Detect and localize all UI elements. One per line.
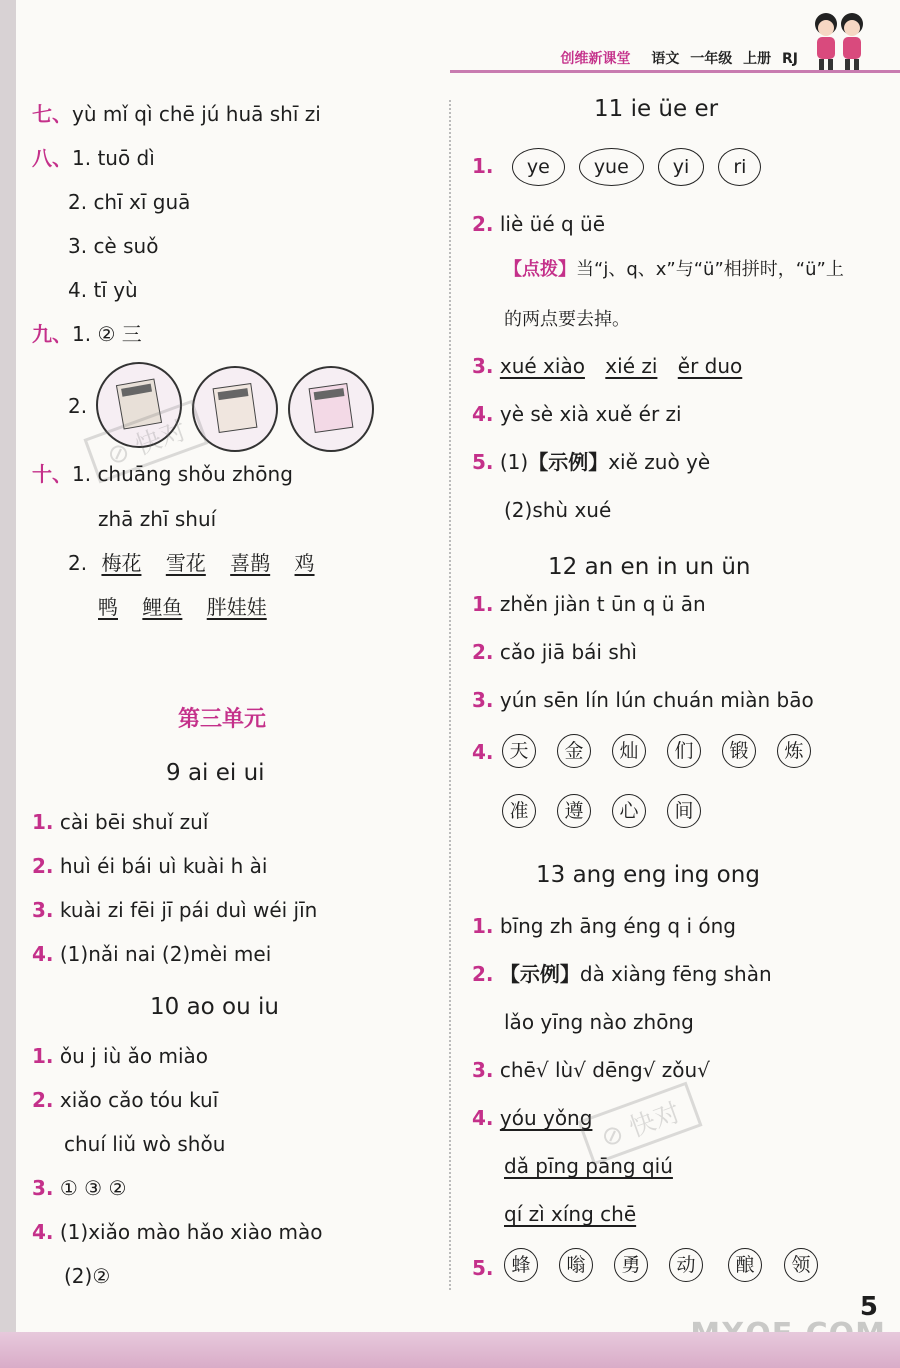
lesson13-q4 bbox=[472, 1104, 592, 1132]
word: 鸡 bbox=[294, 551, 315, 575]
item-text: xiǎo cǎo tóu kuī bbox=[59, 1088, 219, 1112]
lesson10-item-4b: (2)② bbox=[64, 1264, 111, 1288]
tip-tag: 【点拨】 bbox=[504, 259, 576, 280]
lesson11-title: 11 ie üe er bbox=[594, 96, 719, 122]
tip-text: 当“j、q、x”与“ü”相拼时，“ü”上 bbox=[576, 259, 844, 280]
lesson13-q2b: lǎo yīng nào zhōng bbox=[504, 1010, 694, 1034]
lesson9-item-1 bbox=[32, 808, 208, 836]
item-text: huì éi bái uì kuài h ài bbox=[59, 854, 268, 878]
watermark-stamp-right: ⊘ 快对 bbox=[577, 1082, 702, 1166]
column-divider bbox=[449, 100, 451, 1290]
example-tag: 【示例】 bbox=[499, 962, 580, 986]
q8-line-4: 4. tī yù bbox=[68, 278, 138, 302]
answer-oval: yi bbox=[658, 148, 705, 186]
lesson11-q4 bbox=[472, 400, 682, 428]
item-num: 3. bbox=[32, 1176, 54, 1200]
word: 梅花 bbox=[101, 551, 142, 575]
header-rule bbox=[450, 70, 900, 73]
item-num: 2. bbox=[472, 962, 494, 986]
page-header bbox=[380, 0, 900, 84]
lesson10-title: 10 ao ou iu bbox=[150, 994, 279, 1020]
watermark-stamp-left: ⊘ 快对 bbox=[83, 400, 208, 484]
page-number: 5 bbox=[859, 1292, 878, 1322]
q10-mark: 十、 bbox=[32, 462, 72, 486]
mascot-kids-icon bbox=[808, 6, 870, 72]
q10-line-1 bbox=[32, 460, 293, 488]
answer-oval: ye bbox=[512, 148, 565, 186]
grade: 一年级 bbox=[690, 51, 733, 67]
item-text: (1)xiǎo mào hǎo xiào mào bbox=[59, 1220, 323, 1244]
tip-line-1 bbox=[504, 256, 844, 284]
item-num: 2. bbox=[472, 212, 494, 236]
lesson11-q3 bbox=[472, 352, 742, 380]
item-num: 4. bbox=[472, 740, 494, 764]
answer-phrase: dǎ pīng pāng qiú bbox=[504, 1154, 673, 1178]
q7-line bbox=[32, 100, 321, 128]
circled-char: 勇 bbox=[614, 1248, 648, 1282]
q9-mark: 九、 bbox=[32, 322, 72, 346]
item-text: liè üé q üē bbox=[499, 212, 606, 236]
q9-answer: 1. ② 三 bbox=[72, 322, 142, 346]
tip-line-2: 的两点要去掉。 bbox=[504, 309, 630, 330]
q7-text: yù mǐ qì chē jú huā shī zi bbox=[72, 102, 321, 126]
item-num: 4. bbox=[472, 1106, 494, 1130]
lesson13-q3 bbox=[472, 1056, 710, 1084]
item-num: 2. bbox=[32, 1088, 54, 1112]
lesson11-q5b: (2)shù xué bbox=[504, 498, 612, 522]
item-text: chē√ lù√ dēng√ zǒu√ bbox=[499, 1058, 710, 1082]
item-text: ① ③ ② bbox=[59, 1176, 127, 1200]
item-num: 2. bbox=[472, 640, 494, 664]
item-text: (1) bbox=[499, 450, 529, 474]
item-text: kuài zi fēi jī pái duì wéi jīn bbox=[59, 898, 318, 922]
circled-char: 灿 bbox=[612, 734, 646, 768]
q10-line-2: zhā zhī shuí bbox=[98, 507, 217, 531]
lesson10-item-1 bbox=[32, 1042, 208, 1070]
lesson9-title: 9 ai ei ui bbox=[166, 760, 265, 786]
circled-char: 们 bbox=[667, 734, 701, 768]
item-num: 1. bbox=[472, 154, 494, 178]
lesson11-q5 bbox=[472, 448, 710, 476]
circled-char: 蜂 bbox=[504, 1248, 538, 1282]
item-text: bīng zh āng éng q i óng bbox=[499, 914, 736, 938]
lesson13-q1 bbox=[472, 912, 736, 940]
item-num: 3. bbox=[472, 688, 494, 712]
lesson12-title: 12 an en in un ün bbox=[548, 554, 751, 580]
item-num: 1. bbox=[32, 810, 54, 834]
q9-line-1 bbox=[32, 320, 142, 348]
lesson9-item-3 bbox=[32, 896, 317, 924]
q8-line-2: 2. chī xī guā bbox=[68, 190, 191, 214]
item-num: 1. bbox=[472, 914, 494, 938]
word: xié zi bbox=[605, 354, 658, 378]
binding-spine bbox=[0, 0, 16, 1368]
word: 鲤鱼 bbox=[142, 595, 183, 619]
q10-line-3 bbox=[68, 549, 315, 577]
q8-mark: 八、 bbox=[32, 146, 72, 170]
circled-char: 间 bbox=[667, 794, 701, 828]
word: ěr duo bbox=[677, 354, 743, 378]
lesson9-item-2 bbox=[32, 852, 267, 880]
circled-char: 动 bbox=[669, 1248, 703, 1282]
header-text bbox=[555, 48, 799, 68]
footer-band bbox=[0, 1332, 900, 1368]
word: 鸭 bbox=[98, 595, 118, 619]
word: 雪花 bbox=[165, 551, 206, 575]
edition: RJ bbox=[782, 51, 798, 67]
lesson12-item-1 bbox=[472, 590, 706, 618]
q8-line-3: 3. cè suǒ bbox=[68, 234, 159, 258]
word: 喜鹊 bbox=[230, 551, 271, 575]
q10-item-num: 2. bbox=[68, 551, 88, 575]
item-text: (1)nǎi nai (2)mèi mei bbox=[59, 942, 272, 966]
item-text: cǎo jiā bái shì bbox=[499, 640, 637, 664]
circled-char: 准 bbox=[502, 794, 536, 828]
q10-line-4 bbox=[98, 593, 267, 621]
item-text: xiě zuò yè bbox=[608, 450, 711, 474]
item-text: yè sè xià xuě ér zi bbox=[499, 402, 682, 426]
answer-phrase: qí zì xíng chē bbox=[504, 1202, 637, 1226]
lesson12-item-3 bbox=[472, 686, 814, 714]
item-num: 4. bbox=[32, 1220, 54, 1244]
answer-phrase: yóu yǒng bbox=[499, 1106, 593, 1130]
word: 胖娃娃 bbox=[206, 595, 267, 619]
lesson13-q5-num bbox=[472, 1254, 494, 1282]
lesson11-q1 bbox=[472, 148, 775, 186]
lesson12-q4-num bbox=[472, 738, 494, 766]
item-num: 5. bbox=[472, 1256, 494, 1280]
q10-answer-1: 1. chuāng shǒu zhōng bbox=[72, 462, 293, 486]
lesson10-item-2b: chuí liǔ wò shǒu bbox=[64, 1132, 226, 1156]
answer-oval: ri bbox=[718, 148, 761, 186]
lesson13-q4-line-2 bbox=[504, 1152, 673, 1180]
lesson10-item-2 bbox=[32, 1086, 218, 1114]
circled-char: 炼 bbox=[777, 734, 811, 768]
lesson10-item-4 bbox=[32, 1218, 323, 1246]
lesson9-item-4 bbox=[32, 940, 271, 968]
item-num: 1. bbox=[32, 1044, 54, 1068]
lesson12-item-2 bbox=[472, 638, 637, 666]
item-text: ǒu j iù ǎo miào bbox=[59, 1044, 209, 1068]
volume: 上册 bbox=[743, 51, 772, 67]
item-num: 2. bbox=[32, 854, 54, 878]
circled-char: 酿 bbox=[728, 1248, 762, 1282]
item-num: 5. bbox=[472, 450, 494, 474]
circled-char: 心 bbox=[612, 794, 646, 828]
lesson13-q4-line-3 bbox=[504, 1200, 636, 1228]
item-num: 3. bbox=[472, 1058, 494, 1082]
circled-char: 嗡 bbox=[559, 1248, 593, 1282]
q8-line-1 bbox=[32, 144, 155, 172]
brand-name: 创维新课堂 bbox=[560, 51, 631, 67]
lesson10-item-3 bbox=[32, 1174, 126, 1202]
item-num: 4. bbox=[472, 402, 494, 426]
picture-card-3 bbox=[288, 366, 374, 452]
item-num: 4. bbox=[32, 942, 54, 966]
item-text: yún sēn lín lún chuán miàn bāo bbox=[499, 688, 814, 712]
item-text: cài bēi shuǐ zuǐ bbox=[59, 810, 209, 834]
q9-line-2-num: 2. bbox=[68, 394, 88, 418]
item-num: 1. bbox=[472, 592, 494, 616]
circled-char: 遵 bbox=[557, 794, 591, 828]
lesson13-title: 13 ang eng ing ong bbox=[536, 862, 760, 888]
circled-char: 天 bbox=[502, 734, 536, 768]
item-num: 3. bbox=[32, 898, 54, 922]
circled-char: 领 bbox=[784, 1248, 818, 1282]
item-text: dà xiàng fēng shàn bbox=[579, 962, 772, 986]
q7-mark: 七、 bbox=[32, 102, 72, 126]
q8-item: 1. tuō dì bbox=[72, 146, 155, 170]
word: xué xiào bbox=[499, 354, 585, 378]
lesson11-q2 bbox=[472, 210, 605, 238]
unit-title: 第三单元 bbox=[178, 707, 267, 732]
item-text: zhěn jiàn t ūn q ü ān bbox=[499, 592, 706, 616]
example-tag: 【示例】 bbox=[528, 450, 609, 474]
lesson13-q2 bbox=[472, 960, 772, 988]
circled-char: 锻 bbox=[722, 734, 756, 768]
circled-char: 金 bbox=[557, 734, 591, 768]
answer-oval: yue bbox=[579, 148, 644, 186]
subject: 语文 bbox=[651, 51, 680, 67]
item-num: 3. bbox=[472, 354, 494, 378]
